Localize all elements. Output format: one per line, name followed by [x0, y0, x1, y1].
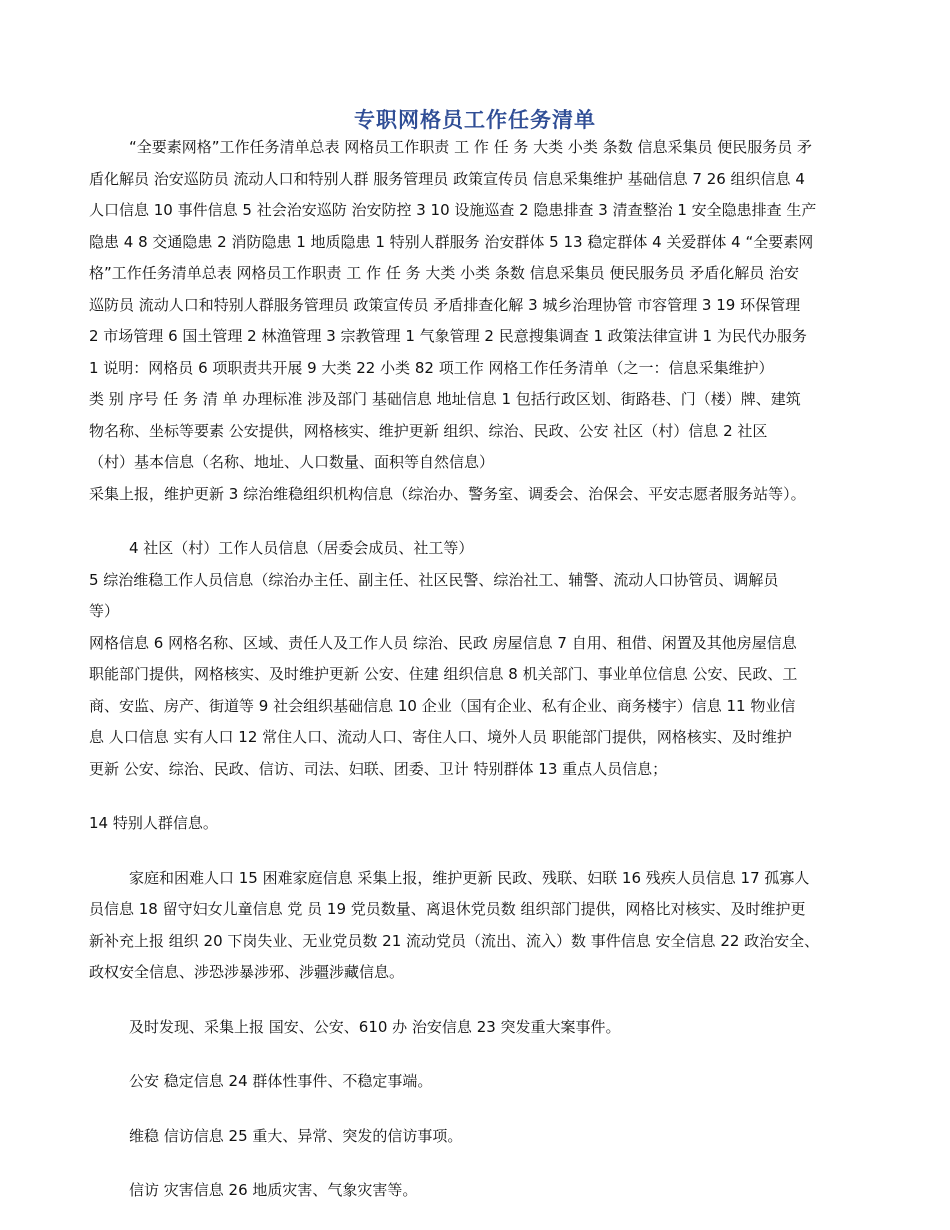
text-line: 息 人口信息 实有人口 12 常住人口、流动人口、寄住人口、境外人员 职能部门提供，网格核实、及时维护 [89, 728, 792, 746]
text-line: 类 别 序号 任 务 清 单 办理标准 涉及部门 基础信息 地址信息 1 包括行政区划、街路巷、门（楼）牌、建筑 [89, 390, 801, 408]
text-line: 14 特别人群信息。 [89, 814, 218, 832]
text-line: 及时发现、采集上报 国安、公安、610 办 治安信息 23 突发重大案事件。 [129, 1017, 621, 1036]
paragraph-gap [89, 1043, 869, 1066]
text-line: “全要素网格”工作任务清单总表 网格员工作职责 工 作 任 务 大类 小类 条数 信息采集员 便民服务员 矛 [129, 138, 812, 156]
paragraph-gap [89, 989, 869, 1012]
text-line: 职能部门提供，网格核实、及时维护更新 公安、住建 组织信息 8 机关部门、事业单位信息 公安、民政、工 [89, 665, 798, 683]
text-line: 等） [89, 602, 120, 620]
paragraph-gap [89, 1098, 869, 1121]
text-line: 公安 稳定信息 24 群体性事件、不稳定事端。 [129, 1072, 433, 1090]
text-line: 更新 公安、综治、民政、信访、司法、妇联、团委、卫计 特别群体 13 重点人员信息； [89, 759, 668, 778]
text-line: 人口信息 10 事件信息 5 社会治安巡防 治安防控 3 10 设施巡查 2 隐患排查 3 清查整治 1 安全隐患排查 生产 [89, 201, 817, 219]
text-line: 家庭和困难人口 15 困难家庭信息 采集上报，维护更新 民政、残联、妇联 16 残疾人员信息 17 孤寡人 [129, 868, 810, 887]
text-line: 盾化解员 治安巡防员 流动人口和特别人群 服务管理员 政策宣传员 信息采集维护 基础信息 7 26 组织信息 4 [89, 169, 805, 188]
text-line: 维稳 信访信息 25 重大、异常、突发的信访事项。 [129, 1126, 463, 1145]
paragraph-gap [89, 510, 869, 533]
paragraph-gap [89, 840, 869, 863]
text-line: 政权安全信息、涉恐涉暴涉邪、涉疆涉藏信息。 [89, 963, 405, 981]
text-line: 4 社区（村）工作人员信息（居委会成员、社工等） [129, 539, 474, 557]
text-line: 信访 灾害信息 26 地质灾害、气象灾害等。 [129, 1181, 418, 1199]
text-line: 网格信息 6 网格名称、区域、责任人及工作人员 综治、民政 房屋信息 7 自用、租借、闲置及其他房屋信息 [89, 633, 797, 652]
text-line: 格”工作任务清单总表 网格员工作职责 工 作 任 务 大类 小类 条数 信息采集员 便民服务员 矛盾化解员 治安 [89, 264, 799, 282]
text-line: 隐患 4 8 交通隐患 2 消防隐患 1 地质隐患 1 特别人群服务 治安群体 5 13 稳定群体 4 关爱群体 4 “全要素网 [89, 232, 814, 251]
text-line: 商、安监、房产、街道等 9 社会组织基础信息 10 企业（国有企业、私有企业、商务楼宇）信息 11 物业信 [89, 696, 796, 715]
text-line: （村）基本信息（名称、地址、人口数量、面积等自然信息） [89, 453, 495, 471]
text-line: 1 说明：网格员 6 项职责共开展 9 大类 22 小类 82 项工作 网格工作任务清单（之一：信息采集维护） [89, 358, 774, 377]
text-line: 2 市场管理 6 国土管理 2 林渔管理 3 宗教管理 1 气象管理 2 民意搜集调查 1 政策法律宣讲 1 为民代办服务 [89, 327, 807, 345]
document-body [89, 132, 869, 1207]
document-title: 专职网格员工作任务清单 [354, 108, 596, 132]
paragraph-gap [89, 785, 869, 808]
paragraph-gap [89, 1152, 869, 1175]
text-line: 物名称、坐标等要素 公安提供，网格核实、维护更新 组织、综治、民政、公安 社区（村）信息 2 社区 [89, 421, 768, 440]
text-line: 员信息 18 留守妇女儿童信息 党 员 19 党员数量、离退休党员数 组织部门提供，网格比对核实、及时维护更 [89, 900, 806, 918]
text-line: 5 综治维稳工作人员信息（综治办主任、副主任、社区民警、综治社工、辅警、流动人口协管员、调解员 [89, 570, 779, 589]
text-line: 巡防员 流动人口和特别人群服务管理员 政策宣传员 矛盾排查化解 3 城乡治理协管 市容管理 3 19 环保管理 [89, 295, 801, 314]
text-line: 新补充上报 组织 20 下岗失业、无业党员数 21 流动党员（流出、流入）数 事件信息 安全信息 22 政治安全、 [89, 931, 820, 950]
text-line: 采集上报，维护更新 3 综治维稳组织机构信息（综治办、警务室、调委会、治保会、平安志愿者服务站等）。 [89, 484, 806, 503]
